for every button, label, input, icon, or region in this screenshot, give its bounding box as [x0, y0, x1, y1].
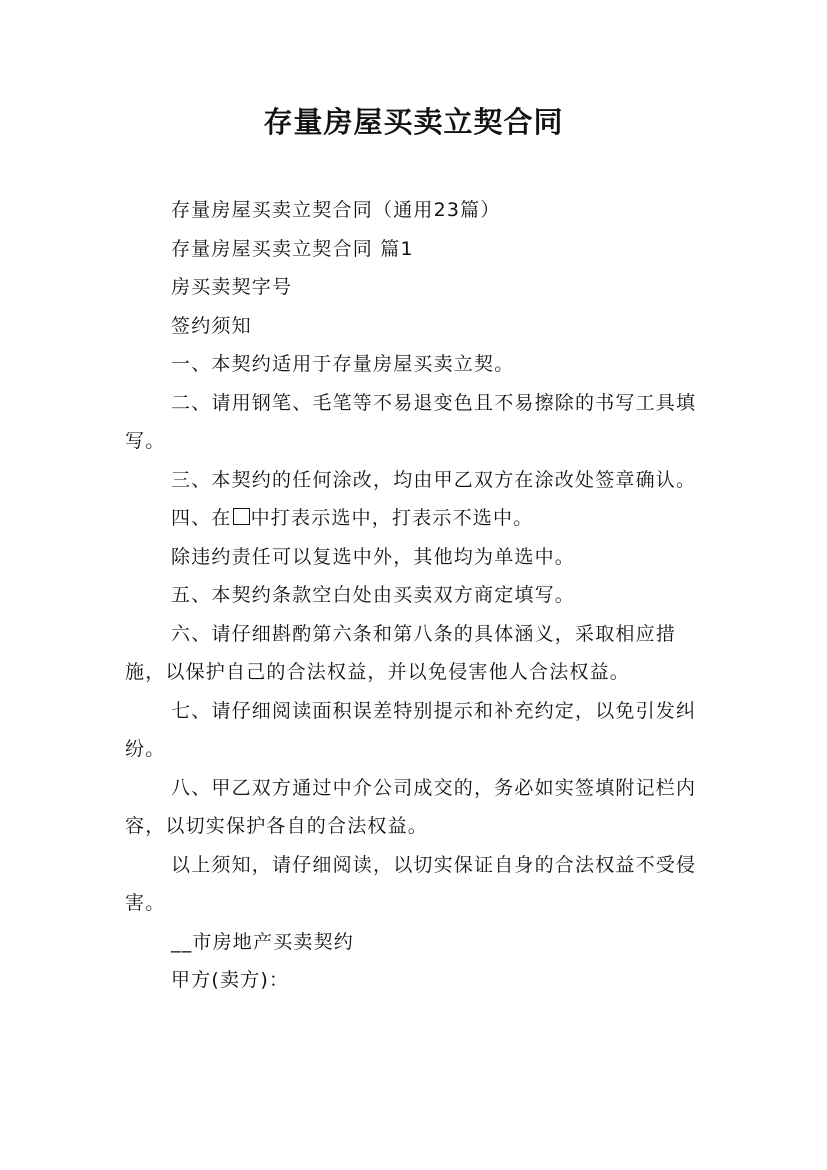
paragraph-notice-4-note: 除违约责任可以复选中外，其他均为单选中。 — [171, 545, 576, 568]
paragraph-notice-7: 七、请仔细阅读面积误差特别提示和补充约定，以免引发纠纷。 — [125, 699, 697, 760]
paragraph-subtitle: 存量房屋买卖立契合同（通用23篇） — [171, 199, 501, 221]
paragraph-contract-heading: __市房地产买卖契约 — [171, 930, 355, 953]
checkbox-icon — [233, 508, 250, 525]
paragraph-section-heading: 存量房屋买卖立契合同 篇1 — [171, 237, 414, 260]
paragraph-notice-6: 六、请仔细斟酌第六条和第八条的具体涵义，采取相应措施，以保护自己的合法权益，并以免侵害他人合法权益。 — [125, 622, 677, 683]
paragraph-notice-5: 五、本契约条款空白处由买卖双方商定填写。 — [171, 584, 576, 606]
notice-4-prefix: 四、在 — [171, 507, 232, 529]
paragraph-notice-heading: 签约须知 — [171, 314, 252, 337]
paragraph-party-a: 甲方(卖方)： — [171, 969, 290, 991]
document-title: 存量房屋买卖立契合同 — [263, 105, 564, 139]
paragraph-notice-1: 一、本契约适用于存量房屋买卖立契。 — [171, 353, 515, 375]
paragraph-notice-2: 二、请用钢笔、毛笔等不易退变色且不易擦除的书写工具填写。 — [125, 391, 697, 452]
paragraph-notice-8: 八、甲乙双方通过中介公司成交的，务必如实签填附记栏内容，以切实保护各自的合法权益。 — [125, 776, 697, 837]
paragraph-contract-number: 房买卖契字号 — [171, 276, 293, 298]
paragraph-notice-3: 三、本契约的任何涂改，均由甲乙双方在涂改处签章确认。 — [171, 468, 697, 491]
document-body — [125, 191, 715, 1000]
paragraph-notice-4 — [125, 499, 715, 538]
notice-4-suffix: 中打表示选中，打表示不选中。 — [250, 507, 534, 529]
paragraph-notice-closing: 以上须知，请仔细阅读，以切实保证自身的合法权益不受侵害。 — [125, 853, 697, 914]
